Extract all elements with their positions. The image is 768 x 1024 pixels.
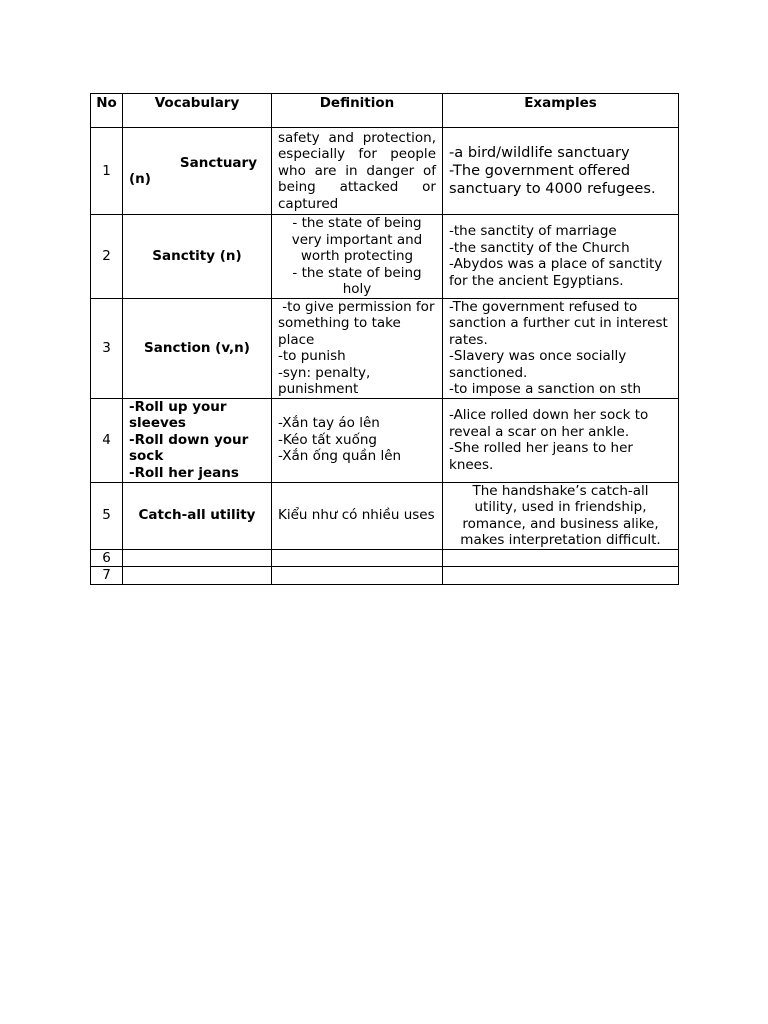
example-line: -Abydos was a place of sanctity for the ancient Egyptians. (449, 256, 663, 289)
vocab-line: -Roll her jeans (129, 464, 239, 481)
example-line: -a bird/wildlife sanctuary (449, 144, 630, 161)
vocab-line: -Roll up your sleeves (129, 398, 227, 432)
examples-cell: The handshake’s catch-all utility, used in friendship, romance, and business alike, makes interpretation difficult. (443, 482, 679, 549)
row-number: 1 (91, 128, 123, 215)
example-line: -She rolled her jeans to her knees. (449, 440, 633, 473)
table-row (91, 398, 679, 482)
table-row (91, 128, 679, 215)
definition-line: -syn: penalty, punishment (278, 364, 371, 397)
vocab-cell: Sanction (v,n) (123, 298, 272, 398)
definition-cell: Kiểu như có nhiều uses (272, 482, 443, 549)
vocab-cell (123, 128, 272, 215)
vocab-word: Sanctuary (179, 154, 257, 171)
table-row (91, 549, 679, 567)
table-row (91, 482, 679, 549)
example-line: -Alice rolled down her sock to reveal a scar on her ankle. (449, 407, 649, 440)
definition-cell (272, 549, 443, 567)
header-examples: Examples (443, 94, 679, 128)
vocab-cell: Sanctity (n) (123, 215, 272, 299)
definition-line: -to give permission for something to take place (278, 298, 439, 348)
row-number: 7 (91, 567, 123, 585)
example-line: -The government refused to sanction a further cut in interest rates. (449, 298, 668, 348)
header-row (91, 94, 679, 128)
definition-line: -Xắn ống quần lên (278, 448, 402, 465)
definition-cell (272, 215, 443, 299)
examples-cell (443, 298, 679, 398)
definition-line: - the state of being very important and worth protecting (291, 215, 423, 264)
header-vocabulary: Vocabulary (123, 94, 272, 128)
examples-cell (443, 567, 679, 585)
example-line: -Slavery was once socially sanctioned. (449, 348, 627, 381)
definition-cell: safety and protection, especially for people who are in danger of being attacked or captured (272, 128, 443, 215)
definition-line: -Xắn tay áo lên (278, 415, 380, 432)
row-number: 2 (91, 215, 123, 299)
definition-line: -to punish (278, 348, 346, 364)
definition-cell (272, 298, 443, 398)
example-line: -The government offered sanctuary to 4000 refugees. (449, 162, 656, 197)
example-line: -the sanctity of the Church (449, 239, 630, 256)
vocab-line: -Roll down your sock (129, 431, 249, 465)
header-definition: Definition (272, 94, 443, 128)
definition-cell (272, 567, 443, 585)
vocab-cell: Catch-all utility (123, 482, 272, 549)
row-number: 6 (91, 549, 123, 567)
definition-line: -Kéo tất xuống (278, 431, 377, 448)
example-line: -to impose a sanction on sth (449, 381, 642, 397)
vocab-cell (123, 549, 272, 567)
row-number: 4 (91, 398, 123, 482)
vocab-part-of-speech: (n) (129, 171, 151, 187)
row-number: 5 (91, 482, 123, 549)
vocabulary-table (90, 93, 679, 585)
table-row (91, 298, 679, 398)
definition-cell (272, 398, 443, 482)
table-row (91, 215, 679, 299)
examples-cell (443, 128, 679, 215)
row-number: 3 (91, 298, 123, 398)
definition-line: - the state of being holy (292, 264, 422, 297)
examples-cell (443, 215, 679, 299)
vocab-cell (123, 567, 272, 585)
vocab-cell (123, 398, 272, 482)
example-line: -the sanctity of marriage (449, 223, 617, 240)
examples-cell (443, 398, 679, 482)
examples-cell (443, 549, 679, 567)
table-row (91, 567, 679, 585)
header-no: No (91, 94, 123, 128)
